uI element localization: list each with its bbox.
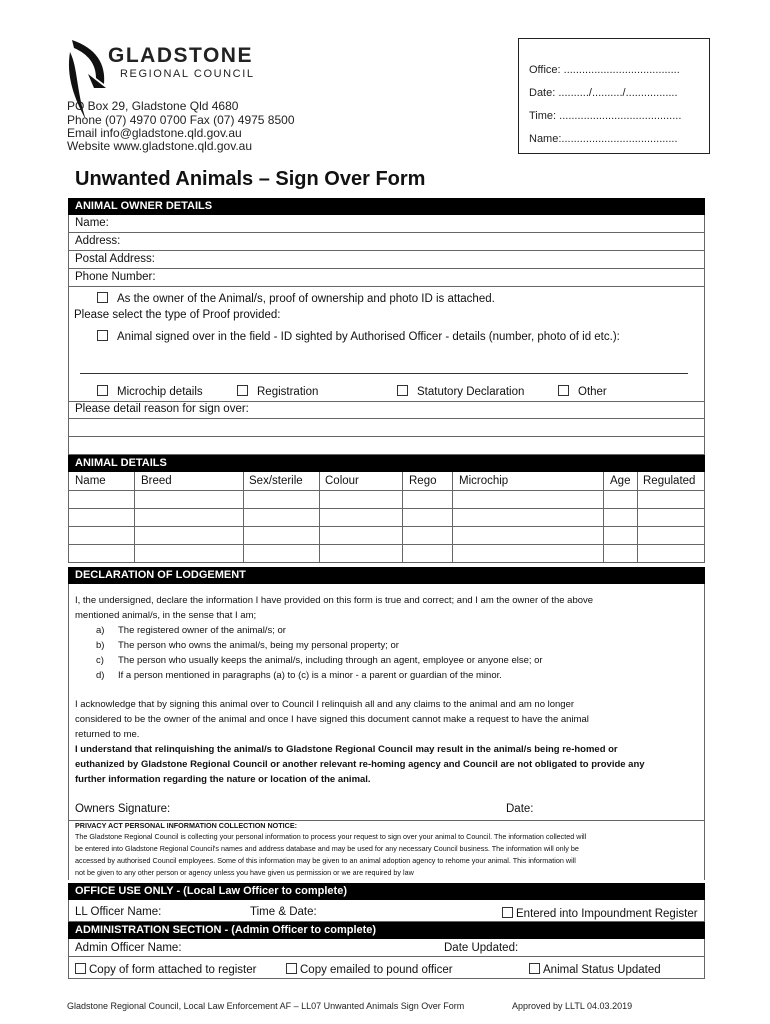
col-name: Name: [75, 475, 106, 487]
office-use-heading: OFFICE USE ONLY - (Local Law Officer to complete): [68, 883, 705, 900]
reason-line-1[interactable]: [68, 419, 705, 437]
copy-attached-checkbox[interactable]: [75, 963, 86, 974]
statutory-option[interactable]: [397, 385, 524, 398]
impound-option[interactable]: [502, 907, 698, 920]
impound-label: Entered into Impoundment Register: [516, 908, 698, 920]
details-line[interactable]: [80, 373, 688, 374]
copy-emailed-option[interactable]: [286, 963, 453, 976]
statutory-label: Statutory Declaration: [417, 386, 525, 398]
owner-postal-field[interactable]: [68, 251, 705, 269]
decl-item-d-key: d): [96, 670, 105, 681]
decl-item-b-key: b): [96, 640, 105, 651]
reason-label: Please detail reason for sign over:: [75, 403, 249, 415]
decl-bold-1: I understand that relinquishing the animal/s to Gladstone Regional Council may result in the animal/s being re-homed or: [75, 744, 618, 755]
field-signover-checkbox[interactable]: [97, 330, 108, 341]
copy-attached-option[interactable]: [75, 963, 256, 976]
office-date-field[interactable]: Date: ........../........../.................: [529, 87, 678, 99]
office-time-field[interactable]: Time: ........................................: [529, 110, 682, 122]
select-proof-text: Please select the type of Proof provided:: [74, 309, 281, 321]
org-name: GLADSTONE: [108, 44, 253, 67]
form-title: Unwanted Animals – Sign Over Form: [75, 168, 426, 190]
contact-address: PO Box 29, Gladstone Qld 4680: [67, 99, 239, 113]
admin-section-heading: ADMINISTRATION SECTION - (Admin Officer to complete): [68, 922, 705, 939]
office-box: [518, 38, 710, 154]
status-updated-option[interactable]: [529, 963, 661, 976]
owner-address-label: Address:: [75, 235, 121, 247]
col-microchip: Microchip: [459, 475, 509, 487]
owner-name-field[interactable]: [68, 215, 705, 233]
col-sex: Sex/sterile: [249, 475, 303, 487]
animal-section-heading: ANIMAL DETAILS: [68, 455, 705, 472]
other-checkbox[interactable]: [558, 385, 569, 396]
field-signover-option[interactable]: [97, 330, 620, 343]
decl-item-b: The person who owns the animal/s, being my personal property; or: [118, 640, 399, 651]
status-updated-checkbox[interactable]: [529, 963, 540, 974]
microchip-checkbox[interactable]: [97, 385, 108, 396]
decl-item-c-key: c): [96, 655, 104, 666]
office-name-field[interactable]: Name:......................................: [529, 133, 678, 145]
decl-item-a-key: a): [96, 625, 105, 636]
office-field[interactable]: Office: ......................................: [529, 64, 680, 76]
col-regulated: Regulated: [643, 475, 696, 487]
ll-officer-field[interactable]: LL Officer Name:: [75, 906, 162, 918]
copy-attached-label: Copy of form attached to register: [89, 964, 257, 976]
microchip-option[interactable]: [97, 385, 203, 398]
owner-date-field[interactable]: Date:: [506, 803, 534, 815]
reason-field[interactable]: [68, 401, 705, 419]
copy-emailed-label: Copy emailed to pound officer: [300, 964, 453, 976]
declaration-section-heading: DECLARATION OF LODGEMENT: [68, 567, 705, 584]
reason-line-2[interactable]: [68, 437, 705, 455]
privacy-line-3: accessed by authorised Council employees. Some of this information may be given to an animal adoption agency to rehome your animal. This information will: [75, 856, 576, 865]
org-subtitle: REGIONAL COUNCIL: [120, 68, 255, 80]
contact-email[interactable]: Email info@gladstone.qld.gov.au: [67, 126, 242, 140]
col-colour: Colour: [325, 475, 359, 487]
microchip-label: Microchip details: [117, 386, 203, 398]
owner-address-field[interactable]: [68, 233, 705, 251]
admin-date-updated-field[interactable]: Date Updated:: [444, 942, 519, 954]
owner-section-heading: ANIMAL OWNER DETAILS: [68, 198, 705, 215]
owner-name-label: Name:: [75, 217, 109, 229]
owner-phone-field[interactable]: [68, 269, 705, 287]
decl-item-a: The registered owner of the animal/s; or: [118, 625, 286, 636]
col-age: Age: [610, 475, 631, 487]
registration-label: Registration: [257, 386, 319, 398]
ll-time-date-field[interactable]: Time & Date:: [250, 906, 317, 918]
decl-bold-2: euthanized by Gladstone Regional Council or another relevant re-homing agency and Council are not obligated to provide any: [75, 759, 645, 770]
other-option[interactable]: [558, 385, 607, 398]
footer-form-id: Gladstone Regional Council, Local Law Enforcement AF – LL07 Unwanted Animals Sign Over Form: [67, 1001, 465, 1011]
owner-postal-label: Postal Address:: [75, 253, 155, 265]
contact-phone: Phone (07) 4970 0700 Fax (07) 4975 8500: [67, 113, 295, 127]
contact-website[interactable]: Website www.gladstone.qld.gov.au: [67, 139, 252, 153]
decl-ack-3: returned to me.: [75, 729, 140, 740]
decl-item-c: The person who usually keeps the animal/s, including through an agent, employee or anyone else; or: [118, 655, 543, 666]
decl-intro-2: mentioned animal/s, in the sense that I am;: [75, 610, 257, 621]
proof-attached-checkbox[interactable]: [97, 292, 108, 303]
decl-ack-1: I acknowledge that by signing this animal over to Council I relinquish all and any claims to the animal and am no longer: [75, 699, 575, 710]
status-updated-label: Animal Status Updated: [543, 964, 661, 976]
proof-attached-label: As the owner of the Animal/s, proof of ownership and photo ID is attached.: [117, 293, 495, 305]
admin-officer-field[interactable]: Admin Officer Name:: [75, 942, 182, 954]
field-signover-label: Animal signed over in the field - ID sighted by Authorised Officer - details (number, photo of id etc.):: [117, 331, 620, 343]
registration-checkbox[interactable]: [237, 385, 248, 396]
impound-checkbox[interactable]: [502, 907, 513, 918]
privacy-line-2: be entered into Gladstone Regional Council's names and address database and may be used for any necessary Council business. The information will only be: [75, 844, 579, 853]
owner-phone-label: Phone Number:: [75, 271, 156, 283]
proof-attached-option[interactable]: [97, 292, 495, 305]
owner-signature-field[interactable]: Owners Signature:: [75, 803, 171, 815]
privacy-line-1: The Gladstone Regional Council is collecting your personal information to process your request to sign over your animal to Council. The information collected will: [75, 832, 587, 841]
decl-bold-3: further information regarding the nature or location of the animal.: [75, 774, 371, 785]
statutory-checkbox[interactable]: [397, 385, 408, 396]
other-label: Other: [578, 386, 607, 398]
col-breed: Breed: [141, 475, 172, 487]
decl-intro-1: I, the undersigned, declare the information I have provided on this form is true and correct; and I am the owner of the above: [75, 595, 594, 606]
decl-ack-2: considered to be the owner of the animal and once I have signed this document cannot make a request to have the animal: [75, 714, 589, 725]
registration-option[interactable]: [237, 385, 318, 398]
animal-table: [68, 472, 705, 563]
col-rego: Rego: [409, 475, 437, 487]
privacy-heading: PRIVACY ACT PERSONAL INFORMATION COLLECTION NOTICE:: [75, 821, 298, 830]
footer-approval: Approved by LLTL 04.03.2019: [512, 1001, 633, 1011]
decl-item-d: If a person mentioned in paragraphs (a) to (c) is a minor - a parent or guardian of the minor.: [118, 670, 502, 681]
copy-emailed-checkbox[interactable]: [286, 963, 297, 974]
privacy-line-4: not be given to any other person or agency unless you have given us permission or we are required by law: [75, 868, 414, 877]
